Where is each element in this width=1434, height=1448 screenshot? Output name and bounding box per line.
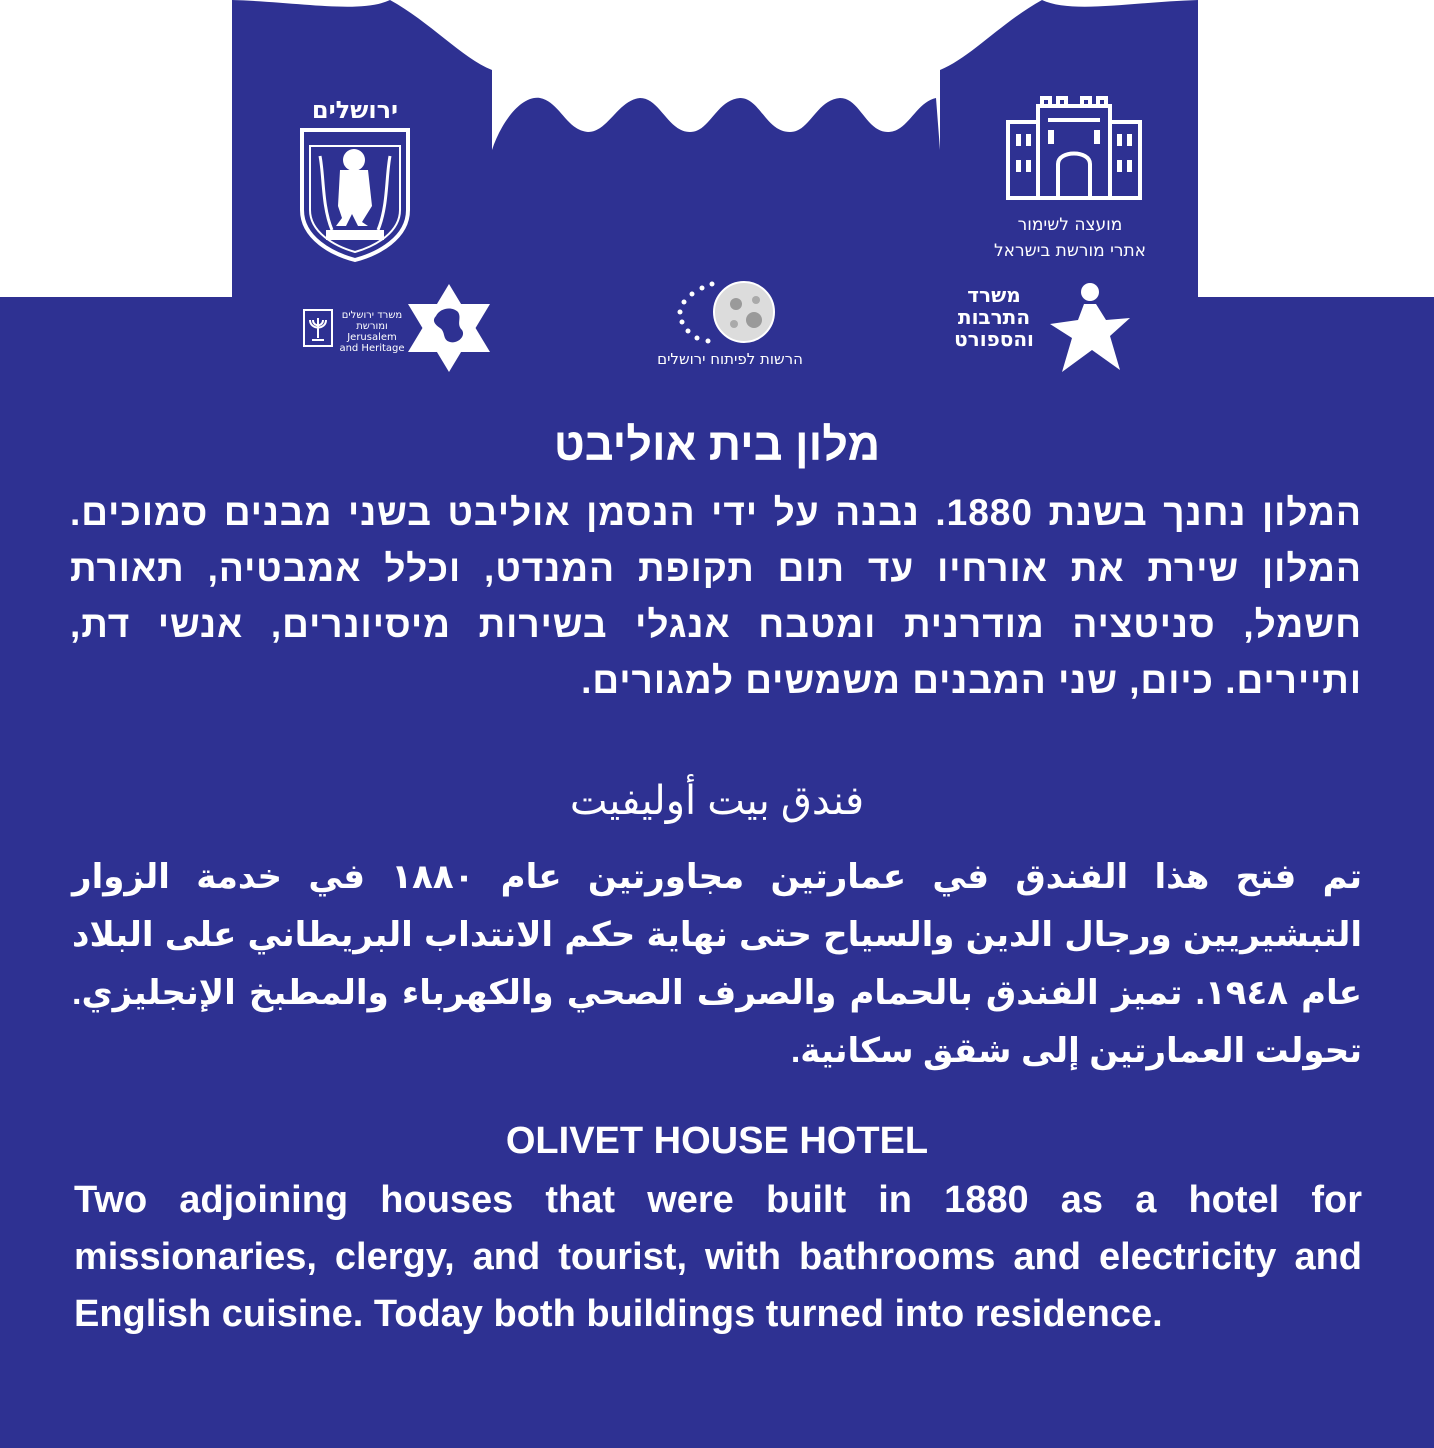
culture-ministry-line-2: התרבות bbox=[957, 305, 1031, 329]
ministry-heritage-logo bbox=[302, 282, 492, 374]
ministry-heritage-en-1: Jerusalem bbox=[347, 332, 397, 343]
ministry-heritage-text bbox=[336, 310, 408, 354]
heritage-council-caption-1: מועצה לשימור bbox=[1017, 215, 1123, 235]
star-of-david-lion-icon bbox=[406, 282, 492, 374]
english-body: Two adjoining houses that were built in 1880 as a hotel for missionaries, clergy, and tourist, with bathrooms and electricity and English cuisine. Today both buildings turned into residence. bbox=[74, 1179, 1362, 1335]
culture-ministry-logo bbox=[948, 280, 1138, 376]
heritage-council-caption-2: אתרי מורשת בישראל bbox=[993, 241, 1147, 261]
lion-shield-icon bbox=[296, 126, 414, 262]
arabic-body: تم فتح هذا الفندق في عمارتين مجاورتين عام ١٨٨٠ في خدمة الزوار التبشيريين ورجال الدين والسياح حتى نهاية حكم الانتداب البريطاني على البلاد عام ١٩٤٨. تميز الفندق بالحمام والصرف الصحي والكهرباء والمطبخ الإنجليزي. تحولت العمارتين إلى شقق سكانية. bbox=[72, 858, 1363, 1070]
jerusalem-emblem bbox=[296, 96, 414, 264]
star-figure-icon bbox=[1044, 280, 1134, 376]
dotted-circle-emblem-icon bbox=[666, 280, 796, 346]
english-title: OLIVET HOUSE HOTEL bbox=[505, 1120, 929, 1162]
ministry-heritage-he-2: ומורשת bbox=[356, 321, 388, 332]
ministry-heritage-en-2: and Heritage bbox=[339, 343, 405, 354]
jerusalem-label: ירושלים bbox=[311, 96, 399, 124]
culture-ministry-line-1: משרד bbox=[967, 283, 1021, 307]
culture-ministry-line-3: והספורט bbox=[954, 327, 1034, 351]
development-authority-caption: הרשות לפיתוח ירושלים bbox=[657, 350, 803, 368]
culture-ministry-text bbox=[948, 284, 1040, 350]
heritage-council-logo bbox=[960, 94, 1180, 274]
hebrew-body: המלון נחנך בשנת 1880. נבנה על ידי הנסמן אוליבט בשני מבנים סמוכים. המלון שירת את אורחיו עד תום תקופת המנדט, וכלל אמבטיה, תאורת חשמל, סניטציה מודרנית ומטבח אנגלי בשירות מיסיונרים, אנשי דת, ותיירים. כיום, שני המבנים משמשים למגורים. bbox=[70, 492, 1362, 701]
development-authority-logo bbox=[630, 280, 830, 380]
hebrew-title: מלון בית אוליבט bbox=[553, 419, 881, 470]
arabic-title: فندق بيت أوليفيت bbox=[569, 779, 865, 823]
menorah-emblem-icon bbox=[302, 308, 334, 348]
ministry-heritage-he-1: משרד ירושלים bbox=[341, 310, 403, 321]
building-gate-icon bbox=[1004, 94, 1144, 202]
